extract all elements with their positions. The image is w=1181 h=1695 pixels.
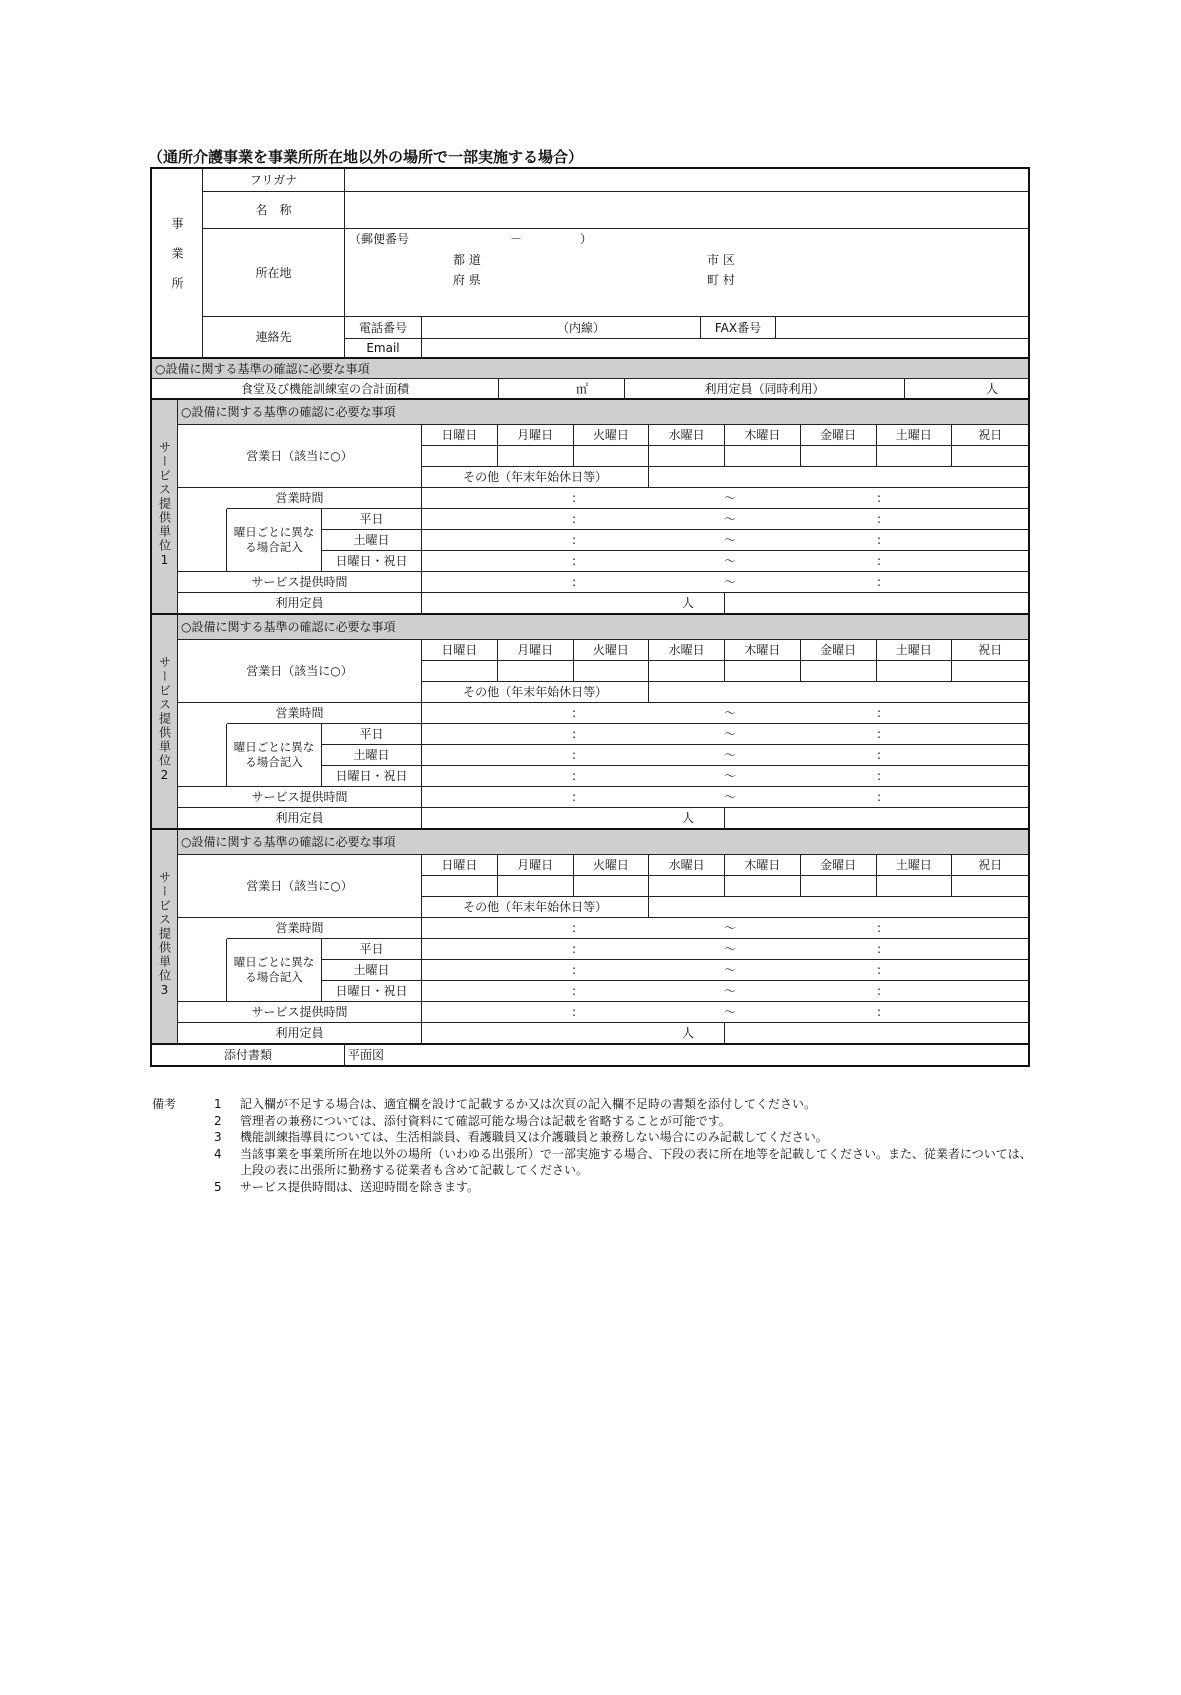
start-time-colon: : [572, 963, 577, 977]
start-time-colon: : [572, 1005, 577, 1019]
service-units [152, 400, 1028, 1045]
area-unit: ㎡ [575, 381, 588, 396]
business-hours-label: 営業時間 [227, 703, 422, 724]
attachments-table [152, 1045, 1028, 1065]
city-label-2: 町 村 [707, 273, 735, 287]
time-range-input[interactable] [422, 939, 1028, 960]
end-time-colon: : [877, 727, 882, 741]
area-input[interactable] [499, 379, 625, 400]
day-header: 月曜日 [498, 640, 574, 661]
other-days-label: その他（年末年始休日等） [422, 897, 649, 918]
end-time-colon: : [877, 1005, 882, 1019]
day-checkbox-cell[interactable] [877, 446, 953, 467]
end-time-colon: : [877, 748, 882, 762]
start-time-colon: : [572, 575, 577, 589]
sunday-holiday-label: 日曜日・祝日 [322, 551, 422, 572]
note-text: 当該事業を事業所所在地以外の場所（いわゆる出張所）で一部実施する場合、下段の表に所在地等を記載してください。また、従業者については、上段の表に出張所に勤務する従業者も含めて記載してください。 [240, 1146, 1032, 1177]
day-checkbox-cell[interactable] [877, 661, 953, 682]
service-unit-label: サービス提供単位1 [152, 400, 178, 615]
fax-label: FAX番号 [701, 317, 776, 339]
day-checkbox-cell[interactable] [801, 661, 877, 682]
day-checkbox-cell[interactable] [498, 876, 574, 897]
blank-cell [178, 939, 227, 1002]
start-time-colon: : [572, 512, 577, 526]
business-days-label: 営業日（該当に○） [178, 855, 422, 918]
attachments-label: 添付書類 [152, 1045, 345, 1065]
end-time-colon: : [877, 984, 882, 998]
day-checkbox-cell[interactable] [422, 661, 498, 682]
prefecture-label-2: 府 県 [453, 273, 481, 287]
time-range-input[interactable] [422, 703, 1028, 724]
capacity-unit: 人 [985, 381, 998, 396]
other-days-input[interactable] [649, 682, 1028, 703]
day-header: 火曜日 [574, 425, 650, 446]
unit-capacity-label: 利用定員 [178, 1023, 422, 1045]
day-checkbox-cell[interactable] [649, 876, 725, 897]
note-text: サービス提供時間は、送迎時間を除きます。 [240, 1179, 480, 1194]
other-days-input[interactable] [649, 897, 1028, 918]
end-time-colon: : [877, 963, 882, 977]
day-checkbox-cell[interactable] [498, 661, 574, 682]
start-time-colon: : [572, 769, 577, 783]
sunday-holiday-label: 日曜日・祝日 [322, 766, 422, 787]
extension-label: （内線） [556, 320, 605, 335]
blank-cell [178, 509, 227, 572]
service-unit-label: サービス提供単位3 [152, 830, 178, 1045]
service-unit-label: サービス提供単位2 [152, 615, 178, 830]
prefecture-label-1: 都 道 [453, 253, 481, 267]
facility-header: ○設備に関する基準の確認に必要な事項 [152, 359, 1028, 379]
day-checkbox-cell[interactable] [801, 446, 877, 467]
blank-cell [178, 703, 227, 724]
by-day-label: 曜日ごとに異なる場合記入 [227, 939, 322, 1002]
start-time-colon: : [572, 491, 577, 505]
end-time-colon: : [877, 512, 882, 526]
start-time-colon: : [572, 748, 577, 762]
end-time-colon: : [877, 942, 882, 956]
day-header: 水曜日 [649, 425, 725, 446]
contact-label: 連絡先 [203, 317, 345, 359]
by-day-label: 曜日ごとに異なる場合記入 [227, 509, 322, 572]
day-header: 金曜日 [801, 425, 877, 446]
furigana-input[interactable] [345, 169, 1028, 192]
postal-dash: － [510, 232, 523, 246]
day-header: 土曜日 [877, 425, 953, 446]
phone-label: 電話番号 [345, 317, 422, 339]
note-item [152, 1146, 1032, 1179]
range-tilde: ～ [724, 533, 737, 547]
end-time-colon: : [877, 706, 882, 720]
business-days-label: 営業日（該当に○） [178, 425, 422, 488]
blank-cell [178, 488, 227, 509]
form-title: （通所介護事業を事業所所在地以外の場所で一部実施する場合） [148, 148, 584, 166]
office-section-label: 事業所 [152, 169, 203, 359]
note-number: 1 [214, 1097, 222, 1111]
note-text: 管理者の兼務については、添付資料にて確認可能な場合は記載を省略することが可能です。 [240, 1113, 731, 1128]
day-checkbox-cell[interactable] [649, 446, 725, 467]
time-range-input[interactable] [422, 787, 1028, 808]
name-input[interactable] [345, 192, 1028, 229]
day-checkbox-cell[interactable] [574, 661, 650, 682]
time-range-input[interactable] [422, 551, 1028, 572]
furigana-label: フリガナ [203, 169, 345, 192]
unit-capacity-input[interactable] [422, 808, 725, 830]
range-tilde: ～ [724, 575, 737, 589]
unit-header: ○設備に関する基準の確認に必要な事項 [178, 400, 1028, 425]
start-time-colon: : [572, 554, 577, 568]
blank-cell [725, 808, 1028, 830]
range-tilde: ～ [724, 790, 737, 804]
business-hours-label: 営業時間 [227, 488, 422, 509]
other-days-label: その他（年末年始休日等） [422, 467, 649, 488]
postal-close: ） [580, 232, 593, 246]
end-time-colon: : [877, 790, 882, 804]
note-item [152, 1096, 1032, 1113]
weekday-label: 平日 [322, 509, 422, 530]
day-header: 水曜日 [649, 855, 725, 876]
other-days-input[interactable] [649, 467, 1028, 488]
note-number: 4 [214, 1146, 222, 1161]
time-range-input[interactable] [422, 572, 1028, 593]
attachments-value: 平面図 [348, 1048, 385, 1062]
day-checkbox-cell[interactable] [952, 661, 1028, 682]
fax-input[interactable] [776, 317, 1028, 339]
range-tilde: ～ [724, 963, 737, 977]
end-time-colon: : [877, 491, 882, 505]
day-checkbox-cell[interactable] [725, 446, 801, 467]
note-number: 5 [214, 1179, 222, 1194]
day-checkbox-cell[interactable] [574, 876, 650, 897]
day-checkbox-cell[interactable] [952, 446, 1028, 467]
range-tilde: ～ [724, 1005, 737, 1019]
day-header: 月曜日 [498, 425, 574, 446]
time-range-input[interactable] [422, 960, 1028, 981]
time-range-input[interactable] [422, 530, 1028, 551]
start-time-colon: : [572, 942, 577, 956]
email-input[interactable] [422, 339, 1028, 359]
range-tilde: ～ [724, 554, 737, 568]
day-header: 日曜日 [422, 640, 498, 661]
service-hours-label: サービス提供時間 [178, 572, 422, 593]
note-number: 2 [214, 1113, 222, 1128]
unit-header: ○設備に関する基準の確認に必要な事項 [178, 830, 1028, 855]
service-unit-table [152, 400, 1028, 615]
weekday-label: 平日 [322, 939, 422, 960]
range-tilde: ～ [724, 727, 737, 741]
end-time-colon: : [877, 769, 882, 783]
day-checkbox-cell[interactable] [649, 661, 725, 682]
note-number: 3 [214, 1130, 222, 1144]
start-time-colon: : [572, 727, 577, 741]
notes [152, 1096, 1032, 1195]
day-header: 火曜日 [574, 640, 650, 661]
range-tilde: ～ [724, 921, 737, 935]
day-header: 祝日 [952, 640, 1028, 661]
day-header: 祝日 [952, 855, 1028, 876]
application-form [150, 167, 1030, 1067]
day-header: 火曜日 [574, 855, 650, 876]
blank-cell [725, 1023, 1028, 1045]
by-day-label: 曜日ごとに異なる場合記入 [227, 724, 322, 787]
range-tilde: ～ [724, 942, 737, 956]
day-checkbox-cell[interactable] [422, 876, 498, 897]
time-range-input[interactable] [422, 1002, 1028, 1023]
day-checkbox-cell[interactable] [725, 661, 801, 682]
time-range-input[interactable] [422, 766, 1028, 787]
office-table [152, 169, 1028, 359]
blank-cell [178, 724, 227, 787]
city-label-1: 市 区 [707, 253, 735, 267]
start-time-colon: : [572, 984, 577, 998]
address-label: 所在地 [203, 229, 345, 317]
day-header: 月曜日 [498, 855, 574, 876]
day-checkbox-cell[interactable] [498, 446, 574, 467]
time-range-input[interactable] [422, 981, 1028, 1002]
sunday-holiday-label: 日曜日・祝日 [322, 981, 422, 1002]
day-checkbox-cell[interactable] [422, 446, 498, 467]
business-hours-label: 営業時間 [227, 918, 422, 939]
start-time-colon: : [572, 921, 577, 935]
time-range-input[interactable] [422, 509, 1028, 530]
saturday-label: 土曜日 [322, 960, 422, 981]
saturday-label: 土曜日 [322, 745, 422, 766]
other-days-label: その他（年末年始休日等） [422, 682, 649, 703]
day-header: 日曜日 [422, 855, 498, 876]
note-item [152, 1179, 1032, 1196]
end-time-colon: : [877, 575, 882, 589]
note-item [152, 1129, 1032, 1146]
facility-table [152, 359, 1028, 400]
day-checkbox-cell[interactable] [877, 876, 953, 897]
day-header: 金曜日 [801, 640, 877, 661]
day-header: 祝日 [952, 425, 1028, 446]
time-range-input[interactable] [422, 724, 1028, 745]
service-unit-table [152, 830, 1028, 1045]
unit-header: ○設備に関する基準の確認に必要な事項 [178, 615, 1028, 640]
day-header: 土曜日 [877, 640, 953, 661]
service-hours-label: サービス提供時間 [178, 1002, 422, 1023]
unit-capacity-unit: 人 [681, 811, 694, 825]
saturday-label: 土曜日 [322, 530, 422, 551]
unit-capacity-label: 利用定員 [178, 808, 422, 830]
phone-input[interactable] [422, 317, 701, 339]
start-time-colon: : [572, 706, 577, 720]
time-range-input[interactable] [422, 918, 1028, 939]
range-tilde: ～ [724, 512, 737, 526]
time-range-input[interactable] [422, 488, 1028, 509]
day-header: 水曜日 [649, 640, 725, 661]
range-tilde: ～ [724, 706, 737, 720]
range-tilde: ～ [724, 491, 737, 505]
note-item [152, 1113, 1032, 1130]
unit-capacity-label: 利用定員 [178, 593, 422, 615]
day-header: 土曜日 [877, 855, 953, 876]
end-time-colon: : [877, 921, 882, 935]
range-tilde: ～ [724, 984, 737, 998]
range-tilde: ～ [724, 769, 737, 783]
business-days-label: 営業日（該当に○） [178, 640, 422, 703]
end-time-colon: : [877, 533, 882, 547]
unit-capacity-unit: 人 [681, 596, 694, 610]
weekday-label: 平日 [322, 724, 422, 745]
notes-label: 備考 [152, 1097, 177, 1111]
range-tilde: ～ [724, 748, 737, 762]
service-hours-label: サービス提供時間 [178, 787, 422, 808]
end-time-colon: : [877, 554, 882, 568]
day-header: 木曜日 [725, 640, 801, 661]
day-header: 日曜日 [422, 425, 498, 446]
time-range-input[interactable] [422, 745, 1028, 766]
day-checkbox-cell[interactable] [952, 876, 1028, 897]
service-unit-table [152, 615, 1028, 830]
blank-cell [178, 918, 227, 939]
area-label: 食堂及び機能訓練室の合計面積 [152, 379, 499, 400]
start-time-colon: : [572, 790, 577, 804]
capacity-input[interactable] [905, 379, 1028, 400]
note-text: 機能訓練指導員については、生活相談員、看護職員又は介護職員と兼務しない場合にのみ記載してください。 [240, 1130, 828, 1144]
email-label: Email [345, 339, 422, 359]
day-checkbox-cell[interactable] [574, 446, 650, 467]
day-checkbox-cell[interactable] [725, 876, 801, 897]
day-header: 金曜日 [801, 855, 877, 876]
start-time-colon: : [572, 533, 577, 547]
note-text: 記入欄が不足する場合は、適宜欄を設けて記載するか又は次頁の記入欄不足時の書類を添付してください。 [240, 1097, 817, 1111]
postal-label: （郵便番号 [349, 232, 410, 246]
day-header: 木曜日 [725, 855, 801, 876]
capacity-label: 利用定員（同時利用） [625, 379, 905, 400]
unit-capacity-unit: 人 [681, 1026, 694, 1040]
day-header: 木曜日 [725, 425, 801, 446]
unit-capacity-input[interactable] [422, 1023, 725, 1045]
name-label: 名 称 [203, 192, 345, 229]
address-input[interactable] [345, 229, 1028, 317]
unit-capacity-input[interactable] [422, 593, 725, 615]
day-checkbox-cell[interactable] [801, 876, 877, 897]
blank-cell [725, 593, 1028, 615]
